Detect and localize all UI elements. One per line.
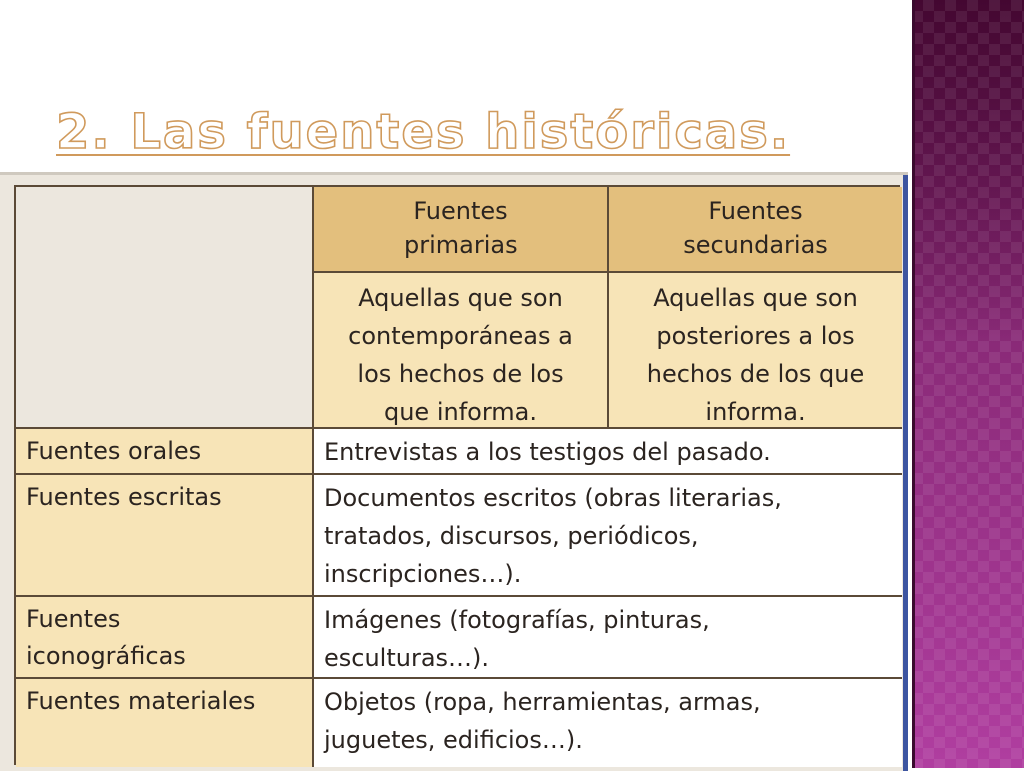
row-text-oral: Entrevistas a los testigos del pasado. [314, 429, 902, 475]
row-label-material: Fuentes materiales [16, 679, 314, 767]
table-corner-empty [16, 187, 314, 273]
header-secondary-sources: Fuentes secundarias [609, 187, 902, 273]
row-text-written: Documentos escritos (obras literarias, tratados, discursos, periódicos, inscripciones…). [314, 475, 902, 597]
slide-title: 2. Las fuentes históricas. [56, 104, 791, 160]
row-label-oral: Fuentes orales [16, 429, 314, 475]
row-text-material: Objetos (ropa, herramientas, armas, juguetes, edificios…). [314, 679, 902, 767]
scanned-table-image [0, 172, 908, 771]
decorative-sidebar [912, 0, 1024, 768]
table-corner-empty-2 [16, 273, 314, 429]
row-label-written: Fuentes escritas [16, 475, 314, 597]
image-frame-edge [903, 175, 908, 771]
definition-primary-sources: Aquellas que son contemporáneas a los hechos de los que informa. [314, 273, 609, 429]
sources-table [14, 185, 900, 765]
definition-secondary-sources: Aquellas que son posteriores a los hechos de los que informa. [609, 273, 902, 429]
row-text-iconographic: Imágenes (fotografías, pinturas, esculturas…). [314, 597, 902, 679]
header-primary-sources: Fuentes primarias [314, 187, 609, 273]
row-label-iconographic: Fuentes iconográficas [16, 597, 314, 679]
